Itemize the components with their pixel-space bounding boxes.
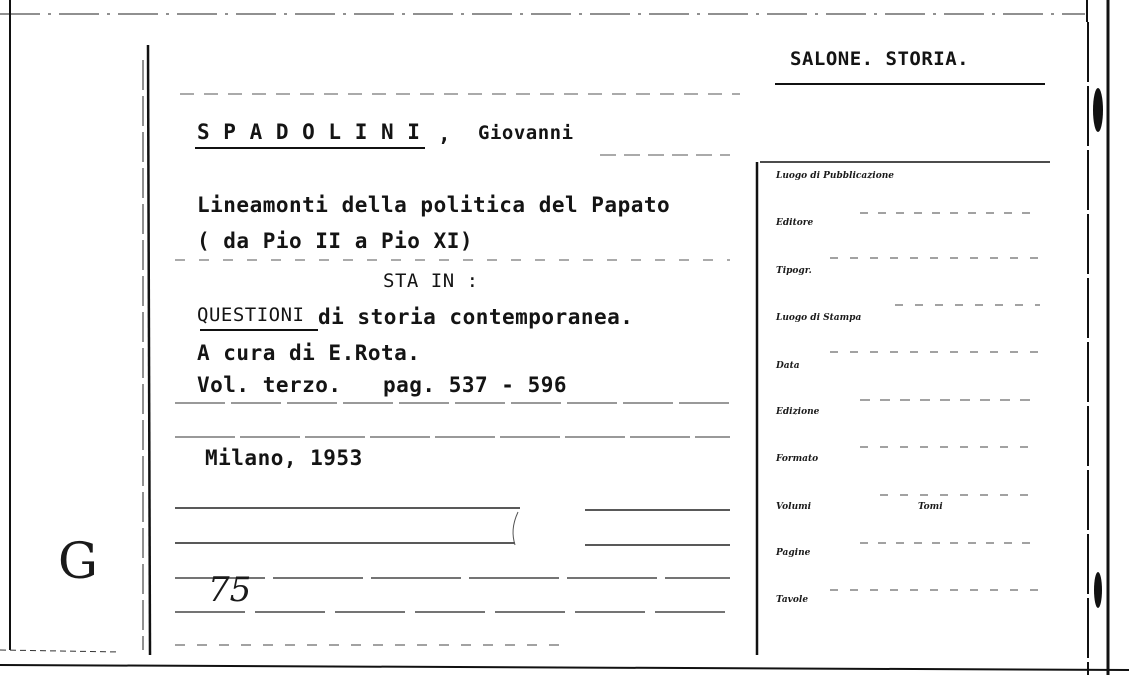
form-label-luogo-pubblicazione: Luogo di Pubblicazione xyxy=(776,171,894,181)
author-given-name: Giovanni xyxy=(478,122,574,144)
series-title: QUESTIONI xyxy=(197,304,305,326)
form-label-data: Data xyxy=(776,361,800,371)
form-label-tavole: Tavole xyxy=(776,595,809,605)
form-label-editore: Editore xyxy=(776,218,814,228)
editor-line: A cura di E.Rota. xyxy=(197,341,421,365)
form-label-edizione: Edizione xyxy=(776,407,820,417)
form-label-tomi: Tomi xyxy=(918,502,943,512)
form-label-formato: Formato xyxy=(776,454,819,464)
author-separator: , xyxy=(438,122,452,146)
handwritten-margin-letter: G xyxy=(58,532,98,590)
pages-label: pag. 537 - 596 xyxy=(383,373,568,397)
form-label-luogo-stampa: Luogo di Stampa xyxy=(776,313,862,323)
series-rest: di storia contemporanea. xyxy=(318,305,634,329)
volume-label: Vol. terzo. xyxy=(197,373,342,397)
handwritten-shelf-number: 75 xyxy=(208,570,252,610)
form-label-volumi: Volumi xyxy=(776,502,812,512)
imprint-line: Milano, 1953 xyxy=(205,446,363,470)
title-line-1: Lineamonti della politica del Papato xyxy=(197,193,671,217)
form-label-pagine: Pagine xyxy=(776,548,811,558)
classification-label: SALONE. STORIA. xyxy=(790,48,970,70)
author-surname: S P A D O L I N I xyxy=(197,120,421,144)
title-line-2: ( da Pio II a Pio XI) xyxy=(197,229,474,253)
form-label-tipogr: Tipogr. xyxy=(776,266,812,276)
sta-in-label: STA IN : xyxy=(383,270,479,292)
